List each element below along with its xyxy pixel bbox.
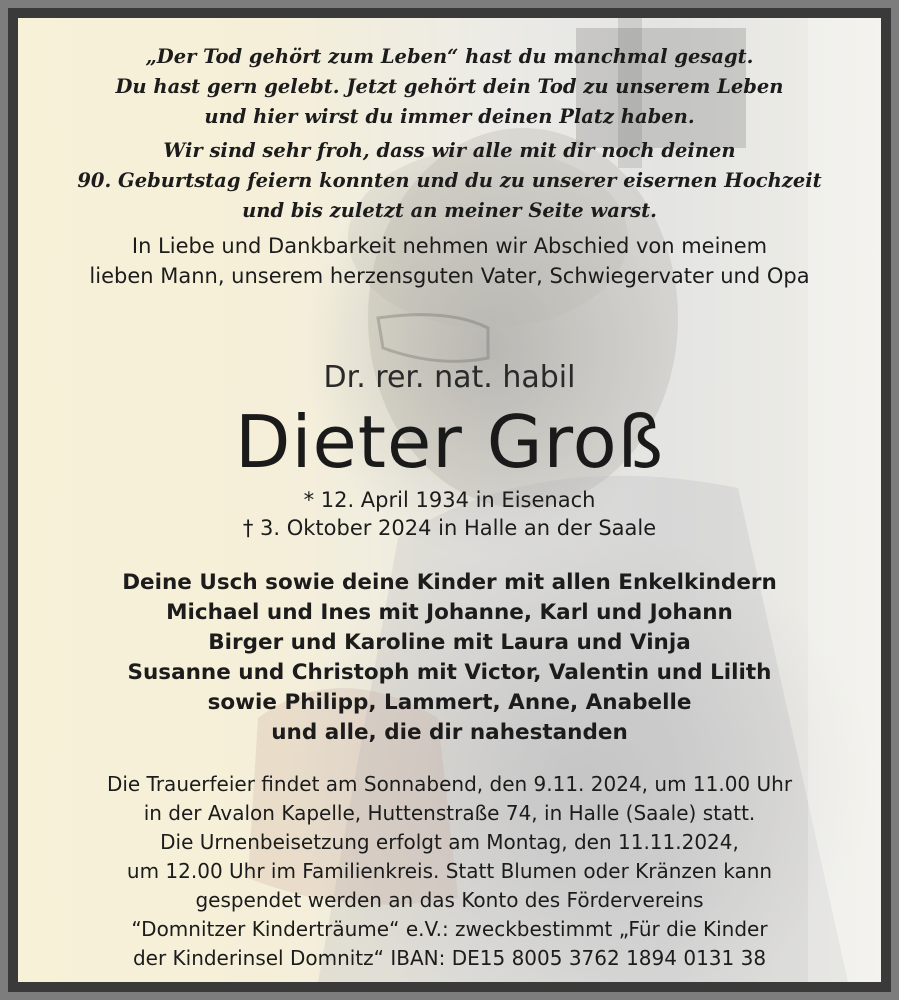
- notice-line: der Kinderinsel Domnitz“ IBAN: DE15 8005 3762 1894 0131 38: [132, 946, 767, 970]
- life-dates: [18, 486, 881, 542]
- poem-stanza-2: [18, 136, 881, 226]
- academic-title: Dr. rer. nat. habil: [323, 360, 576, 395]
- intro-line: In Liebe und Dankbarkeit nehmen wir Abschied von meinem: [131, 234, 768, 258]
- mourner-line: sowie Philipp, Lammert, Anne, Anabelle: [207, 690, 692, 715]
- poem-line: und hier wirst du immer deinen Platz haben.: [204, 105, 695, 128]
- intro-text: [18, 231, 881, 291]
- mourner-line: Michael und Ines mit Johanne, Karl und Johann: [166, 600, 733, 625]
- poem-line: und bis zuletzt an meiner Seite warst.: [242, 199, 657, 222]
- obituary-card: [18, 18, 881, 982]
- notice-line: in der Avalon Kapelle, Huttenstraße 74, in Halle (Saale) statt.: [143, 801, 756, 825]
- mourner-line: und alle, die dir nahestanden: [271, 720, 628, 745]
- notice-line: Die Urnenbeisetzung erfolgt am Montag, den 11.11.2024,: [160, 830, 739, 854]
- mourner-line: Deine Usch sowie deine Kinder mit allen Enkelkindern: [122, 570, 777, 595]
- notice-line: Die Trauerfeier findet am Sonnabend, den 9.11. 2024, um 11.00 Uhr: [106, 772, 793, 796]
- poem-line: „Der Tod gehört zum Leben“ hast du manchmal gesagt.: [145, 45, 754, 68]
- poem-line: Wir sind sehr froh, dass wir alle mit dir noch deinen: [163, 139, 736, 162]
- mourners-list: [18, 568, 881, 748]
- frame-border: [8, 8, 891, 992]
- poem-line: 90. Geburtstag feiern konnten und du zu unserer eisernen Hochzeit: [77, 169, 822, 192]
- notice-line: gespendet werden an das Konto des Fördervereins: [195, 888, 704, 912]
- funeral-notice: [18, 770, 881, 973]
- poem-line: Du hast gern gelebt. Jetzt gehört dein Tod zu unserem Leben: [115, 75, 784, 98]
- notice-line: um 12.00 Uhr im Familienkreis. Statt Blumen oder Kränzen kann: [126, 859, 773, 883]
- birth-date: * 12. April 1934 in Eisenach: [303, 488, 596, 512]
- obituary-content: [18, 18, 881, 982]
- intro-line: lieben Mann, unserem herzensguten Vater, Schwiegervater und Opa: [89, 264, 810, 288]
- deceased-name: Dieter Groß: [235, 400, 664, 484]
- poem-stanza-1: [18, 42, 881, 132]
- mourner-line: Susanne und Christoph mit Victor, Valentin und Lilith: [127, 660, 772, 685]
- death-date: † 3. Oktober 2024 in Halle an der Saale: [242, 516, 657, 540]
- mourner-line: Birger und Karoline mit Laura und Vinja: [208, 630, 691, 655]
- notice-line: “Domnitzer Kinderträume“ e.V.: zweckbestimmt „Für die Kinder: [131, 917, 768, 941]
